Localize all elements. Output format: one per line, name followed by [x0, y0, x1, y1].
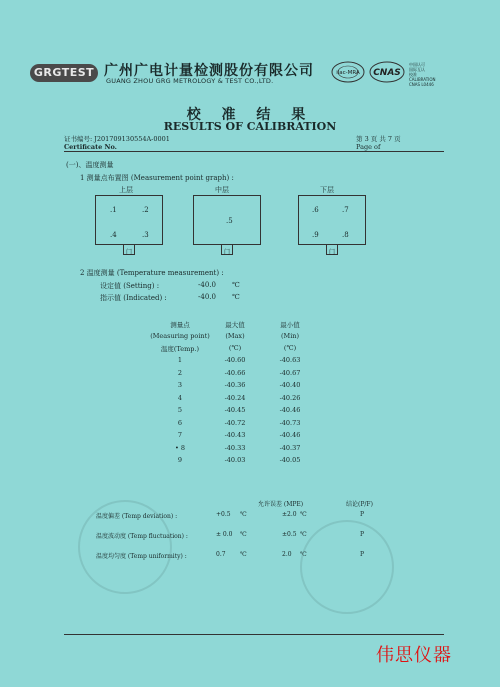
- title-en: RESULTS OF CALIBRATION: [163, 120, 337, 133]
- table-cell-max: -40.03: [224, 456, 246, 464]
- result-mpe-unit: ℃: [300, 531, 307, 538]
- table-cell-max: -40.45: [224, 406, 246, 414]
- temp-measurement-title: 2 温度测量 (Temperature measurement) :: [80, 269, 224, 277]
- page-number-en: Page of: [356, 143, 381, 151]
- point-1: .1: [110, 206, 117, 214]
- certificate-number-en: Certificate No.: [64, 143, 117, 151]
- table-cell-min: -40.05: [279, 456, 301, 464]
- point-5: .5: [226, 217, 233, 225]
- ilac-mra-logo: [330, 60, 366, 84]
- col-header-max-1: 最大值: [225, 321, 245, 329]
- table-cell-max: -40.60: [224, 356, 246, 364]
- result-value: ± 0.0: [216, 531, 233, 538]
- watermark-text: 伟思仪器: [376, 645, 452, 666]
- table-cell-min: -40.63: [279, 356, 301, 364]
- result-value: +0.5: [216, 511, 231, 518]
- setting-value: -40.0: [198, 281, 216, 289]
- point-8: .8: [342, 231, 349, 239]
- cnas-small-4: CALIBRATION: [409, 77, 436, 82]
- result-mpe-unit: ℃: [300, 551, 307, 558]
- upper-layer-label: 上层: [119, 186, 133, 194]
- certificate-number: 证书编号: J201709130554A-0001: [64, 135, 170, 143]
- table-cell-max: -40.36: [224, 381, 246, 389]
- table-cell-max: -40.66: [224, 368, 246, 377]
- table-cell-point: 4: [177, 393, 183, 402]
- point-9: .9: [312, 231, 319, 239]
- table-cell-point: 2: [177, 368, 183, 377]
- title-cn: 校 准 结 果: [186, 107, 314, 123]
- table-cell-min: -40.26: [279, 393, 301, 402]
- table-cell-min: -40.40: [279, 381, 301, 389]
- result-unit: ℃: [240, 511, 247, 518]
- company-name-cn: 广州广电计量检测股份有限公司: [104, 63, 314, 79]
- col-header-point-2: (Measuring point): [150, 332, 210, 340]
- table-cell-point: 6: [177, 418, 183, 427]
- result-label: 温度均匀度 (Temp uniformity) :: [96, 553, 187, 560]
- result-conclusion: P: [360, 551, 365, 558]
- col-header-max-2: (Max): [225, 332, 245, 340]
- table-cell-max: -40.24: [224, 393, 246, 402]
- cnas-logo: [368, 60, 406, 84]
- col-header-min-2: (Min): [281, 332, 299, 340]
- indicated-value: -40.0: [198, 293, 216, 301]
- company-name-en: GUANG ZHOU GRG METROLOGY & TEST CO.,LTD.: [106, 77, 274, 85]
- upper-layer-box: [95, 195, 163, 245]
- table-cell-max: -40.43: [224, 431, 246, 439]
- table-cell-min: -40.67: [279, 368, 301, 377]
- point-3: .3: [142, 231, 149, 239]
- result-label: 温度偏差 (Temp deviation) :: [96, 513, 178, 520]
- result-unit: ℃: [240, 531, 247, 538]
- point-4: .4: [110, 231, 117, 239]
- table-cell-point: • 8: [174, 443, 186, 452]
- result-label: 温度波动度 (Temp fluctuation) :: [96, 533, 188, 540]
- table-cell-max: -40.33: [224, 443, 246, 452]
- result-mpe: ±2.0: [282, 511, 297, 518]
- table-cell-point: 7: [177, 431, 183, 439]
- indicated-unit: ℃: [232, 293, 240, 301]
- cnas-text: CNAS: [373, 68, 401, 78]
- faint-seal-left: [78, 500, 172, 594]
- result-mpe: 2.0: [282, 551, 292, 558]
- point-2: .2: [142, 206, 149, 214]
- table-cell-point: 3: [177, 381, 183, 389]
- header-divider: [64, 151, 444, 152]
- cnas-small-5: CNAS L0446: [409, 82, 434, 87]
- setting-unit: ℃: [232, 281, 240, 289]
- table-cell-max: -40.72: [224, 418, 246, 427]
- result-value: 0.7: [216, 551, 226, 558]
- result-unit: ℃: [240, 551, 247, 558]
- col-header-min-1: 最小值: [280, 321, 300, 329]
- table-cell-min: -40.37: [279, 443, 301, 452]
- table-cell-point: 9: [177, 456, 183, 464]
- table-cell-point: 1: [177, 356, 183, 364]
- result-conclusion: P: [360, 511, 365, 518]
- lower-door-label: 门: [329, 249, 336, 256]
- lower-layer-box: [298, 195, 366, 245]
- ilac-text: ilac-MRA: [336, 70, 360, 76]
- lower-layer-label: 下层: [320, 186, 334, 194]
- cnas-small-2: 国际互认: [409, 67, 425, 72]
- section-heading: (一)、温度测量: [66, 161, 114, 169]
- result-mpe: ±0.5: [282, 531, 297, 538]
- graph-title: 1 测量点布置图 (Measurement point graph) :: [80, 174, 234, 182]
- mpe-header: 允许误差 (MPE): [258, 501, 304, 508]
- faint-seal-right: [300, 520, 394, 614]
- table-cell-min: -40.46: [279, 406, 301, 414]
- point-6: .6: [312, 206, 319, 214]
- col-header-point-1: 测量点: [170, 321, 190, 329]
- cnas-accreditation-text: [409, 62, 436, 87]
- conclusion-header: 结论(P/F): [346, 501, 373, 508]
- cnas-small-1: 中国认可: [409, 62, 425, 67]
- upper-door-label: 门: [126, 249, 133, 256]
- table-cell-point: 5: [177, 406, 183, 414]
- table-cell-min: -40.46: [279, 431, 301, 439]
- result-mpe-unit: ℃: [300, 511, 307, 518]
- col-header-min-3: (℃): [283, 344, 297, 352]
- point-7: .7: [342, 206, 349, 214]
- footer-divider: [64, 634, 444, 635]
- setting-label: 设定值 (Setting) :: [100, 282, 160, 290]
- middle-door-label: 门: [224, 249, 231, 256]
- grgtest-logo: GRGTEST: [30, 64, 98, 82]
- col-header-point-3: 温度(Temp.): [160, 345, 200, 353]
- indicated-label: 指示值 (Indicated) :: [100, 294, 167, 302]
- col-header-max-3: (℃): [228, 344, 242, 352]
- result-conclusion: P: [360, 531, 365, 538]
- table-cell-min: -40.73: [279, 418, 301, 427]
- cnas-small-3: 校准: [409, 72, 417, 77]
- page-number-cn: 第 3 页 共 7 页: [356, 135, 401, 143]
- middle-layer-label: 中层: [215, 186, 229, 194]
